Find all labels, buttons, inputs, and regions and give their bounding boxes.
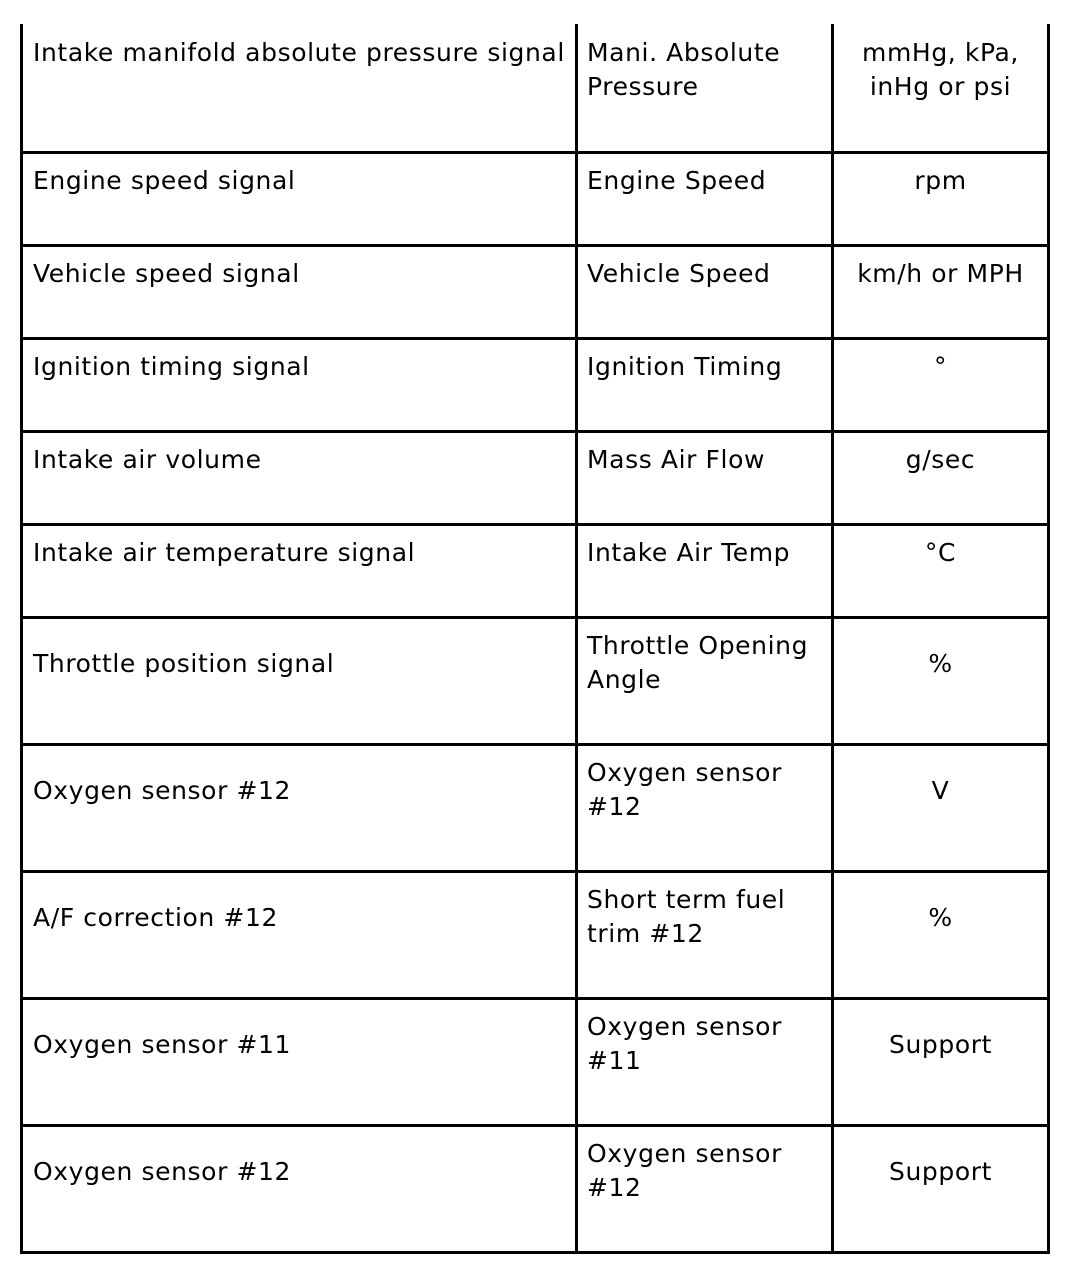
signal-table (20, 24, 1050, 1254)
unit-cell: g/sec (833, 431, 1049, 524)
signal-cell: Engine speed signal (22, 152, 577, 245)
table-row (22, 152, 1049, 245)
display-item-cell: Mani. Absolute Pressure (577, 24, 833, 152)
table-row (22, 744, 1049, 871)
display-item-cell: Oxygen sensor #12 (577, 1125, 833, 1252)
signal-cell: Throttle position signal (22, 617, 577, 744)
signal-cell: Oxygen sensor #11 (22, 998, 577, 1125)
display-item-cell: Oxygen sensor #12 (577, 744, 833, 871)
table-row (22, 524, 1049, 617)
unit-cell: ° (833, 338, 1049, 431)
signal-cell: Vehicle speed signal (22, 245, 577, 338)
table-row (22, 431, 1049, 524)
signal-cell: Intake air temperature signal (22, 524, 577, 617)
table-row (22, 1125, 1049, 1252)
table-row (22, 338, 1049, 431)
signal-cell: Oxygen sensor #12 (22, 744, 577, 871)
signal-cell: Oxygen sensor #12 (22, 1125, 577, 1252)
display-item-cell: Short term fuel trim #12 (577, 871, 833, 998)
unit-cell: mmHg, kPa, inHg or psi (833, 24, 1049, 152)
display-item-cell: Engine Speed (577, 152, 833, 245)
table-row (22, 998, 1049, 1125)
unit-cell: km/h or MPH (833, 245, 1049, 338)
unit-cell: Support (833, 1125, 1049, 1252)
unit-cell: Support (833, 998, 1049, 1125)
unit-cell: °C (833, 524, 1049, 617)
display-item-cell: Throttle Opening Angle (577, 617, 833, 744)
signal-cell: A/F correction #12 (22, 871, 577, 998)
table-row (22, 245, 1049, 338)
display-item-cell: Oxygen sensor #11 (577, 998, 833, 1125)
display-item-cell: Mass Air Flow (577, 431, 833, 524)
signal-cell: Ignition timing signal (22, 338, 577, 431)
unit-cell: % (833, 617, 1049, 744)
table-row (22, 24, 1049, 152)
table-row (22, 617, 1049, 744)
signal-cell: Intake manifold absolute pressure signal (22, 24, 577, 152)
table-row (22, 871, 1049, 998)
unit-cell: % (833, 871, 1049, 998)
display-item-cell: Ignition Timing (577, 338, 833, 431)
unit-cell: rpm (833, 152, 1049, 245)
display-item-cell: Intake Air Temp (577, 524, 833, 617)
unit-cell: V (833, 744, 1049, 871)
display-item-cell: Vehicle Speed (577, 245, 833, 338)
signal-cell: Intake air volume (22, 431, 577, 524)
